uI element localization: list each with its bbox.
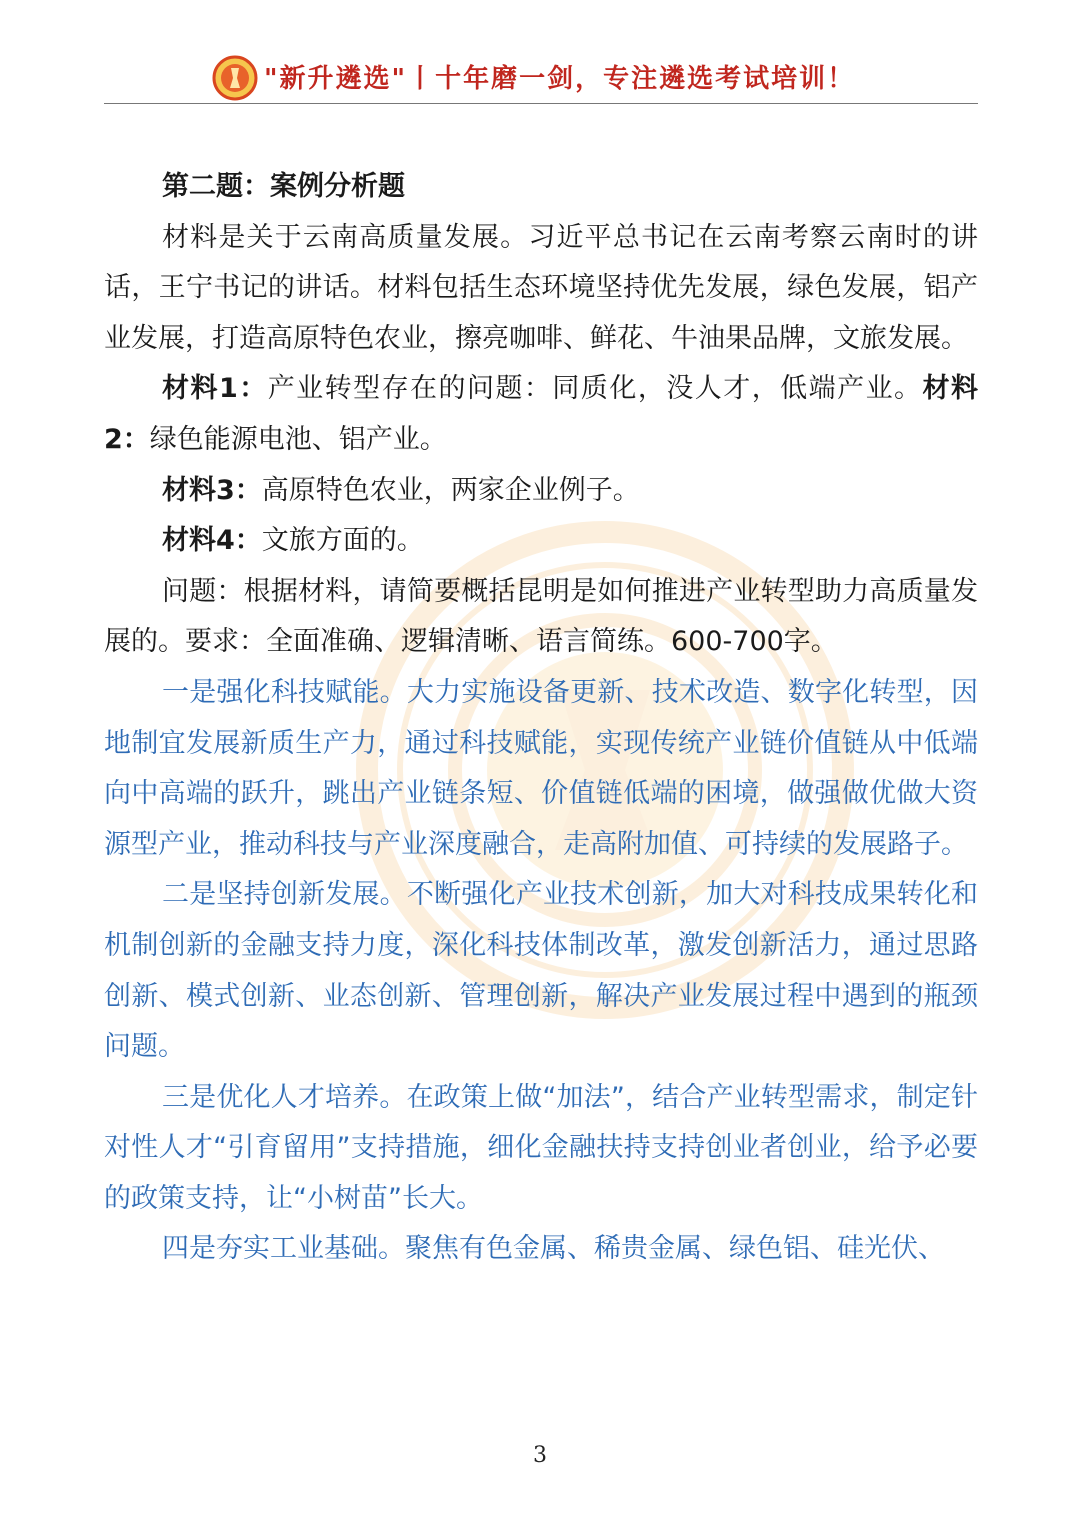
- material-3-label: 材料3：: [162, 474, 262, 506]
- header-divider: [104, 103, 978, 104]
- material-1-text: 产业转型存在的问题：同质化，没人才，低端产业。: [267, 373, 923, 405]
- page-header: [104, 55, 978, 107]
- page-number: 3: [533, 1443, 547, 1468]
- xinsheng-logo-icon: [212, 55, 258, 101]
- material-3-text: 高原特色农业，两家企业例子。: [261, 474, 640, 506]
- material-2-label: 材料2：: [104, 373, 979, 455]
- answer-paragraph-1: 一是强化科技赋能。大力实施设备更新、技术改造、数字化转型，因地制宜发展新质生产力，通过科技赋能，实现传统产业链价值链从中低端向中高端的跃升，跳出产业链条短、价值链低端的困境，做强做优做大资源型产业，推动科技与产业深度融合，走高附加值、可持续的发展路子。: [104, 676, 978, 860]
- document-body: [104, 162, 978, 1275]
- material-1-2: [104, 364, 978, 465]
- material-3: [104, 466, 978, 517]
- material-4: [104, 516, 978, 567]
- answer-paragraph-2: 二是坚持创新发展。不断强化产业技术创新，加大对科技成果转化和机制创新的金融支持力度，深化科技体制改革，激发创新活力，通过思路创新、模式创新、业态创新、管理创新，解决产业发展过程中遇到的瓶颈问题。: [104, 879, 978, 1063]
- question-text: 问题：根据材料，请简要概括昆明是如何推进产业转型助力高质量发展的。要求：全面准确、逻辑清晰、语言简练。600-700字。: [104, 575, 978, 658]
- material-4-label: 材料4：: [162, 525, 262, 557]
- material-2-text: 绿色能源电池、铝产业。: [149, 423, 447, 455]
- material-4-text: 文旅方面的。: [261, 525, 424, 557]
- question-title: 第二题：案例分析题: [162, 171, 405, 202]
- material-1-label: 材料1：: [162, 373, 268, 405]
- answer-paragraph-4: 四是夯实工业基础。聚焦有色金属、稀贵金属、绿色铝、硅光伏、: [162, 1233, 945, 1265]
- material-intro: 材料是关于云南高质量发展。习近平总书记在云南考察云南时的讲话，王宁书记的讲话。材料包括生态环境坚持优先发展，绿色发展，铝产业发展，打造高原特色农业，擦亮咖啡、鲜花、牛油果品牌，文旅发展。: [104, 221, 978, 354]
- answer-paragraph-3: 三是优化人才培养。在政策上做“加法”，结合产业转型需求，制定针对性人才“引育留用”支持措施，细化金融扶持支持创业者创业，给予必要的政策支持，让“小树苗”长大。: [104, 1081, 978, 1214]
- section-heading: [104, 162, 978, 213]
- header-slogan: "新升遴选"丨十年磨一剑，专注遴选考试培训！: [264, 64, 856, 94]
